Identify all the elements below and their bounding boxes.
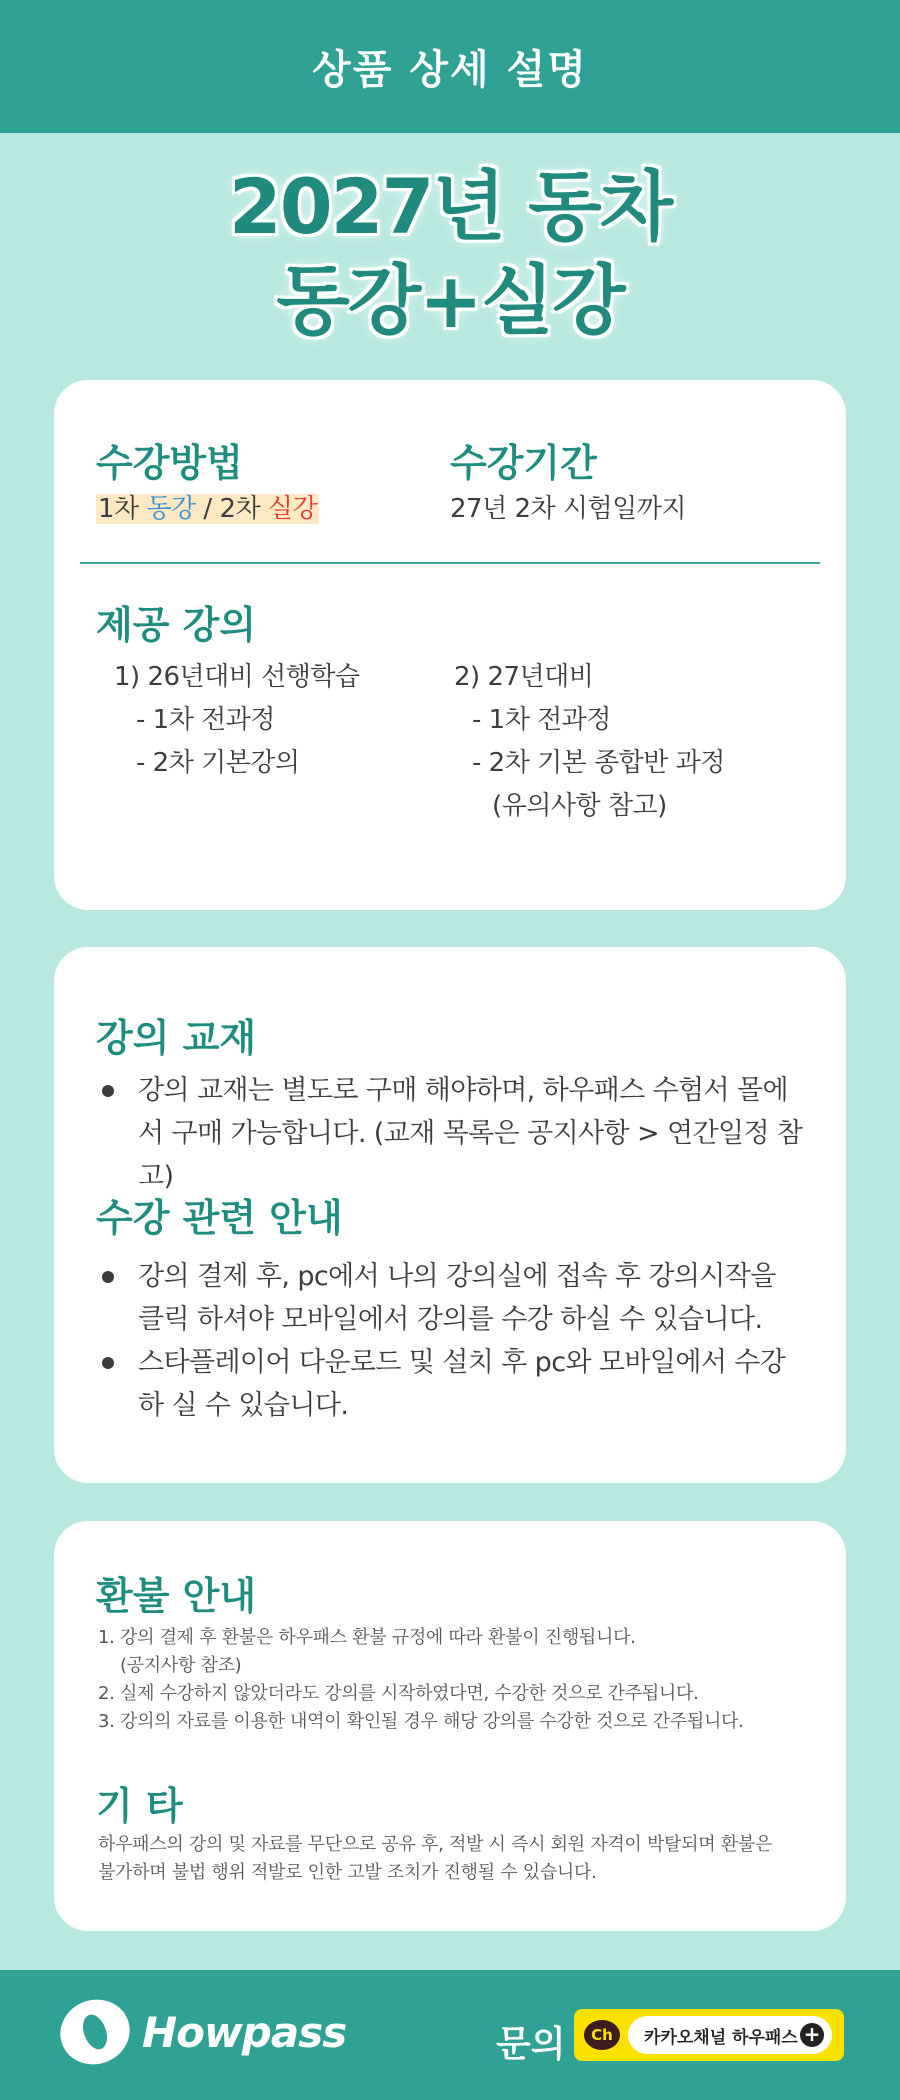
etc-line: 불가하며 불법 행위 적발로 인한 고발 조치가 진행될 수 있습니다. bbox=[98, 1862, 597, 1883]
method-part-2: 동강 bbox=[146, 494, 196, 524]
right-list-item: - 1차 전과정 bbox=[472, 705, 611, 735]
hero-line-2: 동강+실강 bbox=[276, 256, 624, 345]
section-divider bbox=[80, 562, 820, 564]
right-list-item: (유의사항 참고) bbox=[492, 791, 667, 821]
period-heading: 수강기간 bbox=[450, 441, 597, 485]
hero-title bbox=[0, 160, 900, 348]
course-info-card bbox=[54, 380, 846, 910]
footer-bar bbox=[0, 1970, 900, 2100]
period-value: 27년 2차 시험일까지 bbox=[450, 494, 686, 524]
method-value bbox=[96, 488, 319, 525]
right-list-item: 2) 27년대비 bbox=[454, 662, 594, 692]
bullet-dot bbox=[102, 1271, 114, 1283]
howpass-logo bbox=[60, 2000, 346, 2064]
left-list-item: - 2차 기본강의 bbox=[136, 748, 300, 778]
bullet-dot bbox=[102, 1085, 114, 1097]
plus-icon: + bbox=[800, 2023, 824, 2047]
etc-line: 하우패스의 강의 및 자료를 무단으로 공유 후, 적발 시 즉시 회원 자격이 박탈되며 환불은 bbox=[98, 1834, 772, 1855]
textbook-guide-card bbox=[54, 947, 846, 1483]
guide-bullet bbox=[102, 1341, 808, 1427]
kakao-channel-button[interactable] bbox=[574, 2009, 844, 2061]
inquiry-label: 문의 bbox=[496, 2024, 566, 2065]
lectures-heading: 제공 강의 bbox=[96, 603, 257, 647]
method-part-4: 실강 bbox=[267, 494, 318, 524]
bullet-text: 강의 교재는 별도로 구매 해야하며, 하우패스 수험서 몰에서 구매 가능합니다. (교재 목록은 공지사항 > 연간일정 참고) bbox=[138, 1075, 803, 1192]
kakao-channel-icon: Ch bbox=[584, 2020, 620, 2050]
refund-heading: 환불 안내 bbox=[96, 1574, 257, 1618]
brand-name: Howpass bbox=[142, 2007, 347, 2057]
method-part-3: / 2차 bbox=[195, 494, 268, 524]
bullet-text: 스타플레이어 다운로드 및 설치 후 pc와 모바일에서 수강하 실 수 있습니다. bbox=[138, 1347, 786, 1421]
left-list-item: - 1차 전과정 bbox=[136, 705, 275, 735]
header-bar bbox=[0, 0, 900, 133]
right-list-item: - 2차 기본 종합반 과정 bbox=[472, 748, 725, 778]
bullet-text: 강의 결제 후, pc에서 나의 강의실에 접속 후 강의시작을 클릭 하셔야 모바일에서 강의를 수강 하실 수 있습니다. bbox=[138, 1261, 776, 1335]
logo-mark-icon bbox=[51, 1990, 139, 2074]
refund-line: 2. 실제 수강하지 않았더라도 강의를 시작하였다면, 수강한 것으로 간주됩니다. bbox=[98, 1683, 699, 1704]
textbook-bullet bbox=[102, 1069, 808, 1198]
left-list-item: 1) 26년대비 선행학습 bbox=[114, 662, 360, 692]
refund-line: 3. 강의의 자료를 이용한 내역이 확인될 경우 해당 강의를 수강한 것으로 간주됩니다. bbox=[98, 1711, 744, 1732]
refund-line: 1. 강의 결제 후 환불은 하우패스 환불 규정에 따라 환불이 진행됩니다. bbox=[98, 1627, 636, 1648]
guide-heading: 수강 관련 안내 bbox=[96, 1196, 343, 1240]
guide-bullet bbox=[102, 1255, 808, 1341]
page-title: 상품 상세 설명 bbox=[312, 47, 588, 93]
refund-card bbox=[54, 1521, 846, 1931]
method-heading: 수강방법 bbox=[96, 441, 243, 485]
hero-line-1: 2027년 동차 bbox=[228, 162, 672, 251]
etc-heading: 기 타 bbox=[96, 1784, 183, 1828]
textbook-heading: 강의 교재 bbox=[96, 1016, 257, 1060]
bullet-dot bbox=[102, 1357, 114, 1369]
kakao-channel-pill bbox=[628, 2016, 832, 2054]
method-part-1: 1차 bbox=[98, 494, 147, 524]
kakao-channel-label: 카카오채널 하우패스 bbox=[644, 2027, 798, 2048]
refund-line: (공지사항 참조) bbox=[120, 1655, 242, 1676]
